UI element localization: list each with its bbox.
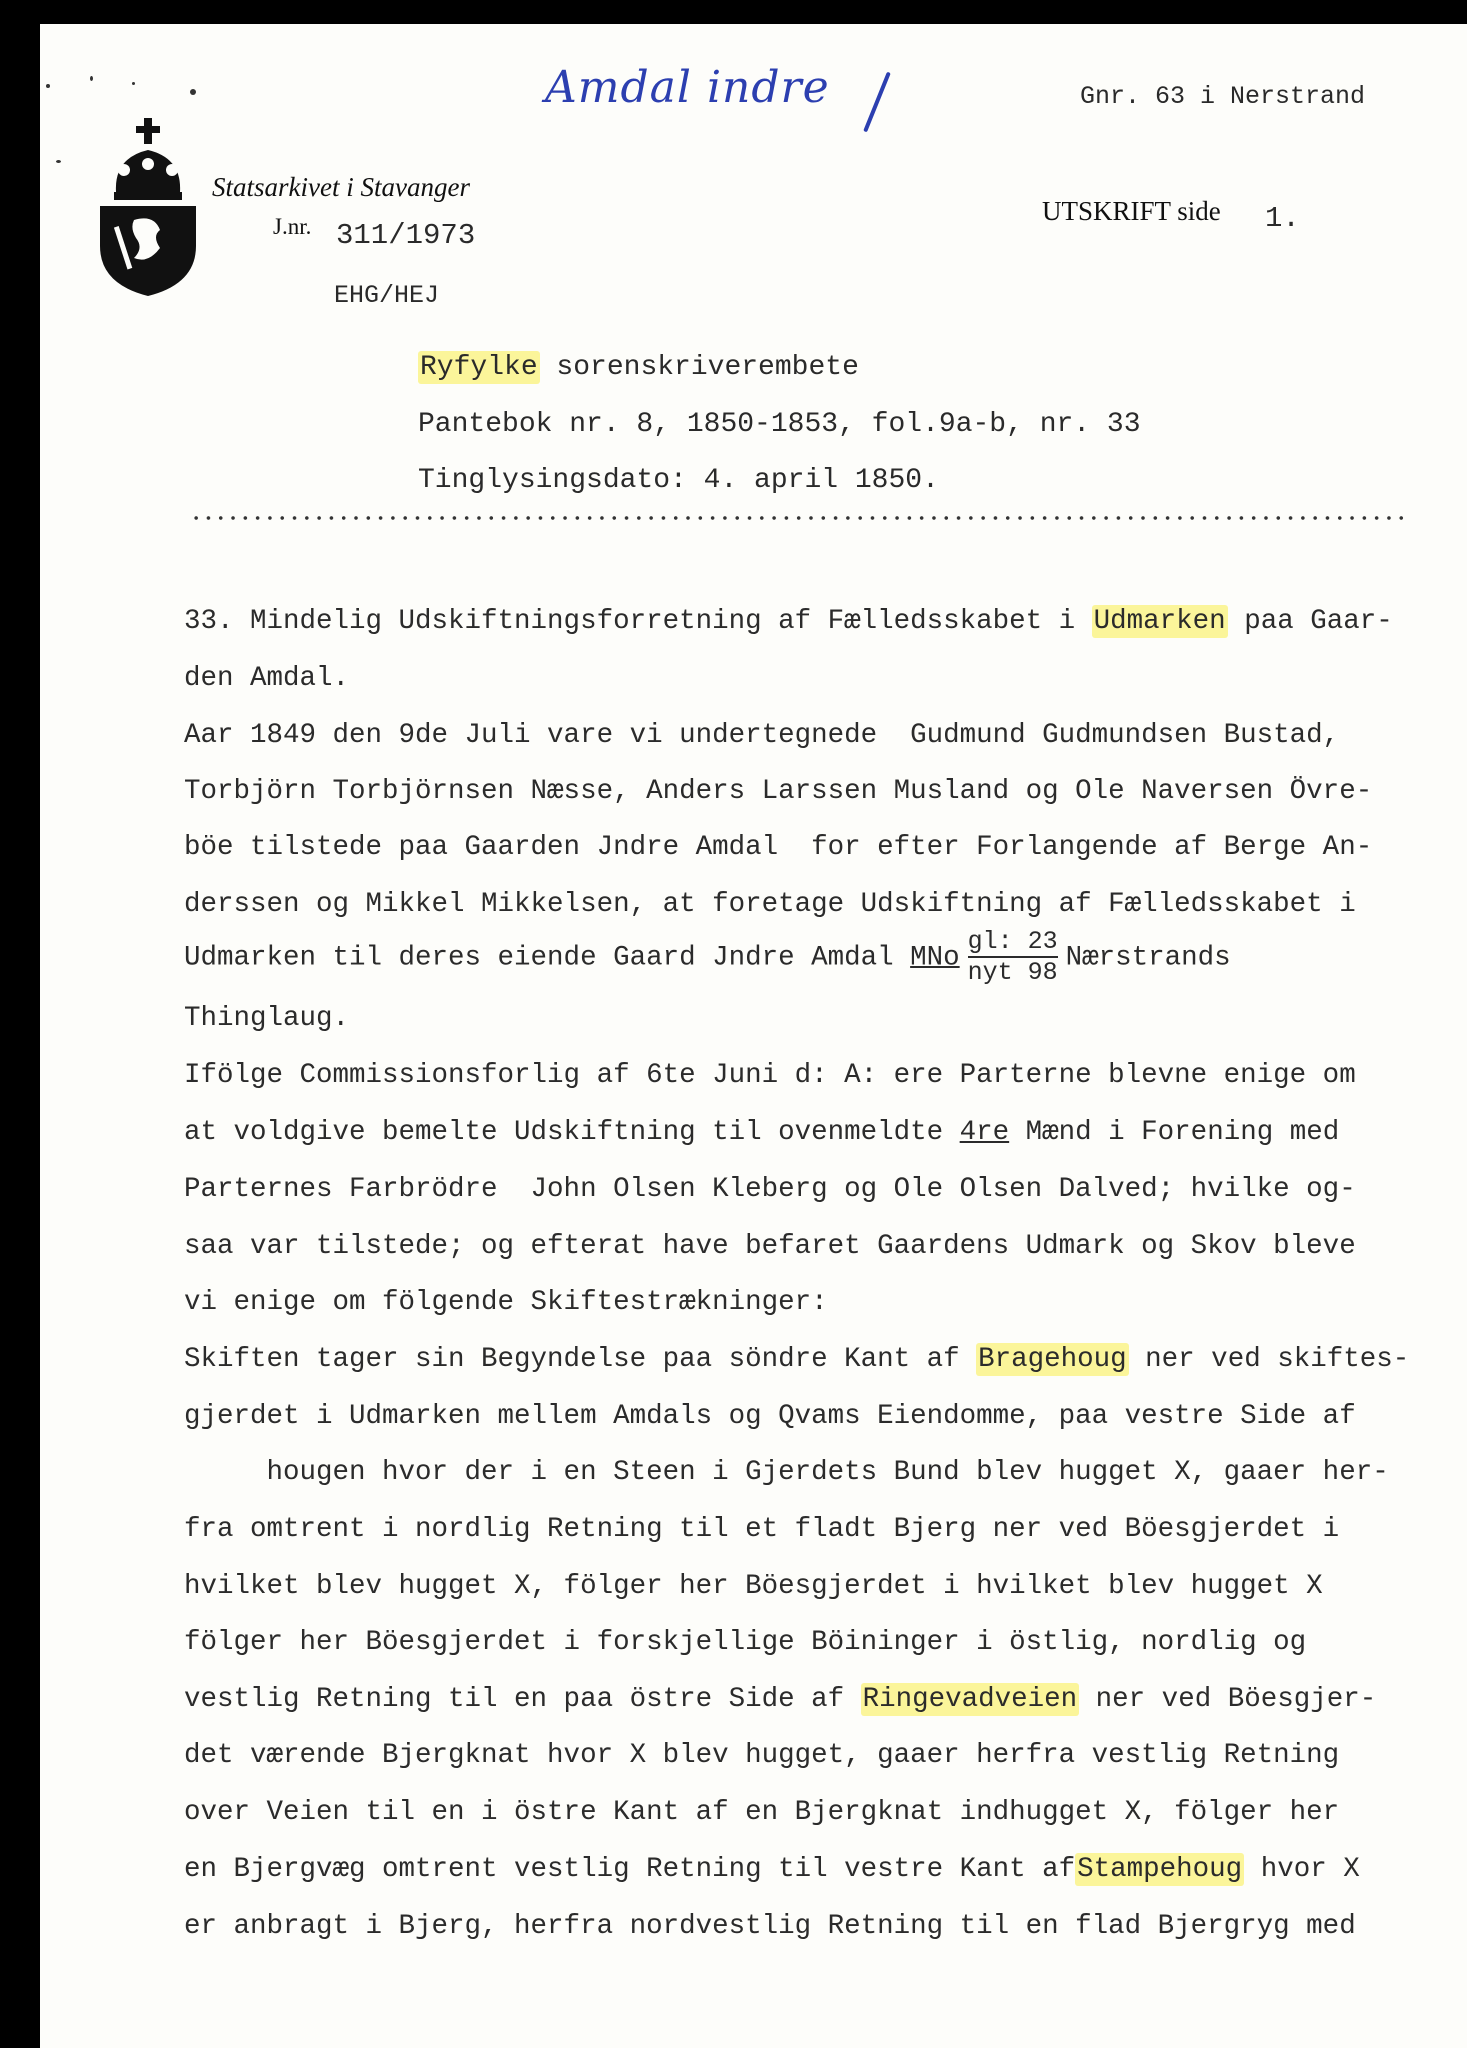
body-line (184, 1344, 1409, 1375)
body-line: fra omtrent i nordlig Retning til et fladt Bjerg ner ved Böesgjerdet i (184, 1514, 1340, 1545)
body-line: fölger her Böesgjerdet i forskjellige Böininger i östlig, nordlig og (184, 1627, 1307, 1658)
body-line: over Veien til en i östre Kant af en Bjergknat indhugget X, fölger her (184, 1797, 1340, 1828)
text-run: Mænd i Forening med (1009, 1117, 1340, 1148)
body-line: derssen og Mikkel Mikkelsen, at foretage Udskiftning af Fælledsskabet i (184, 889, 1356, 920)
body-line: hvilket blev hugget X, fölger her Böesgjerdet i hvilket blev hugget X (184, 1571, 1323, 1602)
source-office (418, 352, 859, 383)
archive-name: Statsarkivet i Stavanger (212, 172, 470, 202)
page-number: 1. (1265, 202, 1300, 235)
body-line: den Amdal. (184, 663, 350, 694)
text-run: Skiften tager sin Begyndelse paa söndre Kant af (184, 1344, 977, 1375)
handwritten-stroke (863, 72, 891, 133)
matrikkel-fraction (968, 929, 1058, 985)
fraction-new: nyt 98 (967, 958, 1058, 987)
highlight-ryfylke: Ryfylke (420, 352, 538, 383)
source-tinglysing: Tinglysingsdato: 4. april 1850. (418, 465, 939, 496)
ink-speck (132, 82, 135, 85)
text-run: Udmarken til deres eiende Gaard Jndre Amdal (184, 942, 911, 974)
text-run: paa Gaar- (1227, 606, 1393, 637)
highlight-stampehoug: Stampehoug (1077, 1854, 1243, 1885)
body-line: Thinglaug. (184, 1003, 350, 1034)
body-line (184, 1684, 1376, 1715)
text-run: hvor X (1244, 1854, 1360, 1885)
text-run: en Bjergvæg omtrent vestlig Retning til vestre Kant af (184, 1854, 1076, 1885)
body-line: det værende Bjergknat hvor X blev hugget, gaaer herfra vestlig Retning (184, 1740, 1340, 1771)
jnr-value: 311/1973 (336, 219, 476, 252)
ink-speck (190, 89, 196, 95)
ink-speck (46, 84, 50, 88)
body-line: vi enige om fölgende Skiftestrækninger: (184, 1287, 828, 1318)
jnr-label: J.nr. (273, 214, 312, 239)
text-run: ner ved skiftes- (1128, 1344, 1410, 1375)
source-pantebok: Pantebok nr. 8, 1850-1853, fol.9a-b, nr. 33 (418, 409, 1141, 440)
body-line: Aar 1849 den 9de Juli vare vi undertegnede Gudmund Gudmundsen Bustad, (184, 720, 1340, 751)
body-line: saa var tilstede; og efterat have befaret Gaardens Udmark og Skov bleve (184, 1231, 1356, 1262)
body-line: Torbjörn Torbjörnsen Næsse, Anders Larssen Musland og Ole Naversen Övre- (184, 776, 1373, 807)
body-line: Parternes Farbrödre John Olsen Kleberg og Ole Olsen Dalved; hvilke og- (184, 1174, 1356, 1205)
highlight-ringevadveien: Ringevadveien (862, 1684, 1078, 1715)
underlined-4re: 4re (959, 1117, 1010, 1148)
initials: EHG/HEJ (334, 281, 440, 310)
coat-of-arms-icon (94, 96, 204, 296)
text-run: ner ved Böesgjer- (1079, 1684, 1377, 1715)
text-run: 33. Mindelig Udskiftningsforretning af Fælledsskabet i (184, 606, 1092, 637)
body-line: hougen hvor der i en Steen i Gjerdets Bund blev hugget X, gaaer her- (184, 1457, 1389, 1488)
body-line: gjerdet i Udmarken mellem Amdals og Qvams Eiendomme, paa vestre Side af (184, 1401, 1356, 1432)
highlight-bragehoug: Bragehoug (978, 1344, 1127, 1375)
document-page (40, 24, 1467, 2048)
body-line: er anbragt i Bjerg, herfra nordvestlig Retning til en flad Bjergryg med (184, 1911, 1356, 1942)
text-run: Nærstrands (1065, 942, 1231, 974)
ink-speck (90, 76, 93, 81)
utskrift-label: UTSKRIFT side (1042, 196, 1221, 226)
body-line (184, 1854, 1360, 1885)
handwritten-title: Amdal indre (545, 62, 830, 113)
body-line (184, 929, 1231, 985)
mno-label: MNo (910, 942, 960, 974)
text-run: at voldgive bemelte Udskiftning til ovenmeldte (184, 1117, 960, 1148)
gnr-header: Gnr. 63 i Nerstrand (1080, 82, 1366, 111)
body-line (184, 1117, 1339, 1148)
source-office-rest: sorenskriverembete (539, 352, 859, 383)
fraction-old: gl: 23 (967, 927, 1058, 956)
body-line (184, 606, 1393, 637)
text-run: vestlig Retning til en paa östre Side af (184, 1684, 861, 1715)
highlight-udmarken: Udmarken (1093, 606, 1226, 637)
ink-speck (56, 160, 61, 163)
dotted-divider (190, 516, 1410, 520)
body-line: böe tilstede paa Gaarden Jndre Amdal for efter Forlangende af Berge An- (184, 832, 1373, 863)
body-line: Ifölge Commissionsforlig af 6te Juni d: A: ere Parterne blevne enige om (184, 1060, 1356, 1091)
